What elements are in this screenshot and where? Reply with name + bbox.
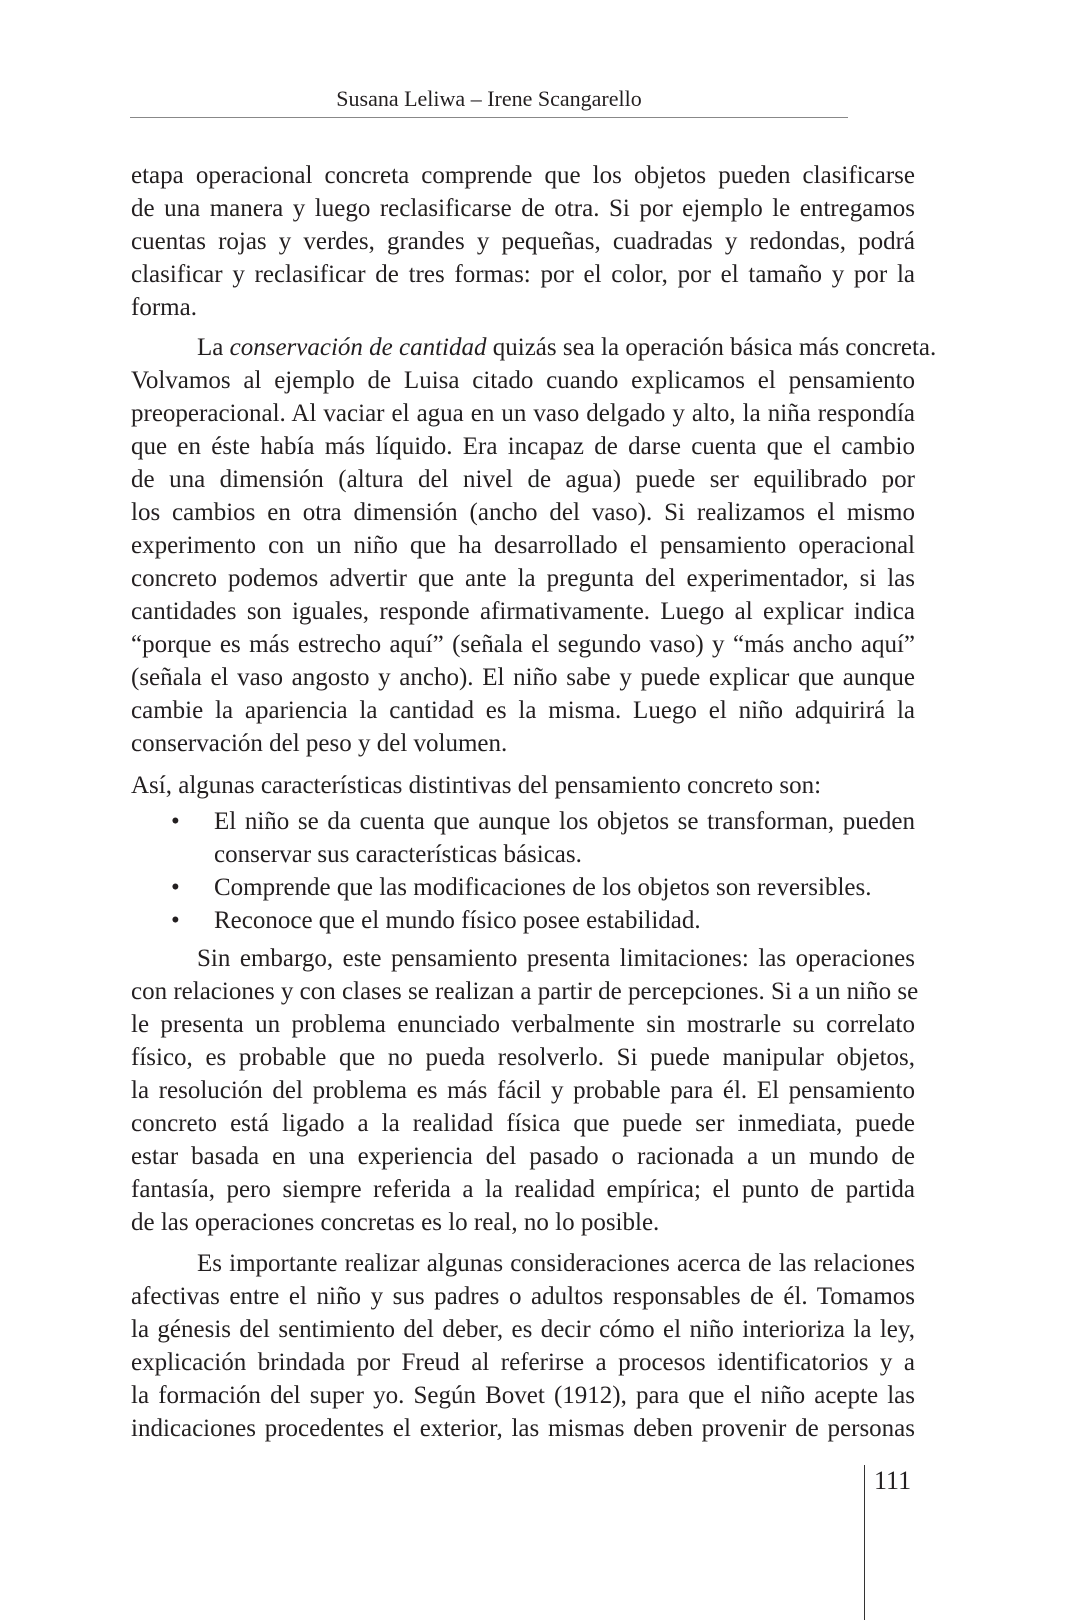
paragraph-3 [131, 769, 915, 802]
bullet-icon: • [171, 874, 180, 901]
text-line: cambie la apariencia la cantidad es la misma. Luego el niño adquirirá la [131, 697, 915, 724]
bullet-item [131, 871, 915, 904]
text-line: Sin embargo, este pensamiento presenta limitaciones: las operaciones [197, 945, 915, 972]
page-number-rule [864, 1465, 865, 1620]
text-line: Es importante realizar algunas consideraciones acerca de las relaciones [197, 1250, 915, 1277]
text-line: preoperacional. Al vaciar el agua en un vaso delgado y alto, la niña respondía [131, 400, 915, 427]
bullet-icon: • [171, 907, 180, 934]
text-line: con relaciones y con clases se realizan a partir de percepciones. Si a un niño se [131, 978, 919, 1005]
text-line: Comprende que las modificaciones de los objetos son reversibles. • [131, 871, 915, 904]
text-line: clasificar y reclasificar de tres formas: por el color, por el tamaño y por la [131, 261, 915, 288]
text-line: afectivas entre el niño y sus padres o adultos responsables de él. Tomamos [131, 1283, 915, 1310]
text-line: Reconoce que el mundo físico posee estabilidad. • [131, 904, 915, 937]
running-header: Susana Leliwa – Irene Scangarello [336, 86, 642, 111]
text-line: experimento con un niño que ha desarrollado el pensamiento operacional [131, 532, 915, 559]
text-line: conservación del peso y del volumen. [131, 730, 508, 757]
italic-term: conservación de cantidad [229, 334, 487, 361]
paragraph-5 [131, 1247, 915, 1445]
bullet-icon: • [171, 808, 180, 835]
text-line: explicación brindada por Freud al referirse a procesos identificatorios y a [131, 1349, 915, 1376]
text-line: la formación del super yo. Según Bovet (1912), para que el niño acepte las [131, 1382, 915, 1409]
text-line: que en éste había más líquido. Era incapaz de darse cuenta que el cambio [131, 433, 915, 460]
page-number: 111 [874, 1466, 912, 1495]
text-line: los cambios en otra dimensión (ancho del vaso). Si realizamos el mismo [131, 499, 915, 526]
paragraph-2 [131, 331, 937, 760]
header-rule [130, 117, 848, 118]
bullet-item [131, 904, 915, 937]
text-line: La conservación de cantidad quizás sea la operación básica más concreta. [197, 334, 937, 361]
text-line: conservar sus características básicas. [214, 841, 582, 868]
text-line: la génesis del sentimiento del deber, es decir cómo el niño interioriza la ley, [131, 1316, 915, 1343]
paragraph-1 [131, 159, 915, 324]
text-line: fantasía, pero siempre referida a la realidad empírica; el punto de partida [131, 1176, 915, 1203]
text-line: le presenta un problema enunciado verbalmente sin mostrarle su correlato [131, 1011, 915, 1038]
text-line: (señala el vaso angosto y ancho). El niño sabe y puede explicar que aunque [131, 664, 915, 691]
text-line: la resolución del problema es más fácil y probable para él. El pensamiento [131, 1077, 915, 1104]
text-line: de las operaciones concretas es lo real, no lo posible. [131, 1209, 660, 1236]
text-line: concreto está ligado a la realidad física que puede ser inmediata, puede [131, 1110, 915, 1137]
text-line: El niño se da cuenta que aunque los objetos se transforman, pueden • [131, 805, 915, 838]
bullet-list [131, 805, 915, 937]
text-line: físico, es probable que no pueda resolverlo. Si puede manipular objetos, [131, 1044, 915, 1071]
text-line: cuentas rojas y verdes, grandes y pequeñas, cuadradas y redondas, podrá [131, 228, 915, 255]
text-line: estar basada en una experiencia del pasado o racionada a un mundo de [131, 1143, 915, 1170]
text-line: de una dimensión (altura del nivel de agua) puede ser equilibrado por [131, 466, 915, 493]
text-line: Así, algunas características distintivas del pensamiento concreto son: [131, 772, 822, 799]
text-line: concreto podemos advertir que ante la pregunta del experimentador, si las [131, 565, 915, 592]
text-line: Volvamos al ejemplo de Luisa citado cuando explicamos el pensamiento [131, 367, 915, 394]
text-line: indicaciones procedentes el exterior, las mismas deben provenir de personas [131, 1415, 915, 1442]
text-line: etapa operacional concreta comprende que los objetos pueden clasificarse [131, 162, 915, 189]
text-line: de una manera y luego reclasificarse de otra. Si por ejemplo le entregamos [131, 195, 915, 222]
paragraph-4 [131, 942, 919, 1239]
bullet-item [131, 805, 915, 871]
text-line: forma. [131, 294, 197, 321]
text-line: cantidades son iguales, responde afirmativamente. Luego al explicar indica [131, 598, 915, 625]
text-line: “porque es más estrecho aquí” (señala el segundo vaso) y “más ancho aquí” [131, 631, 915, 658]
